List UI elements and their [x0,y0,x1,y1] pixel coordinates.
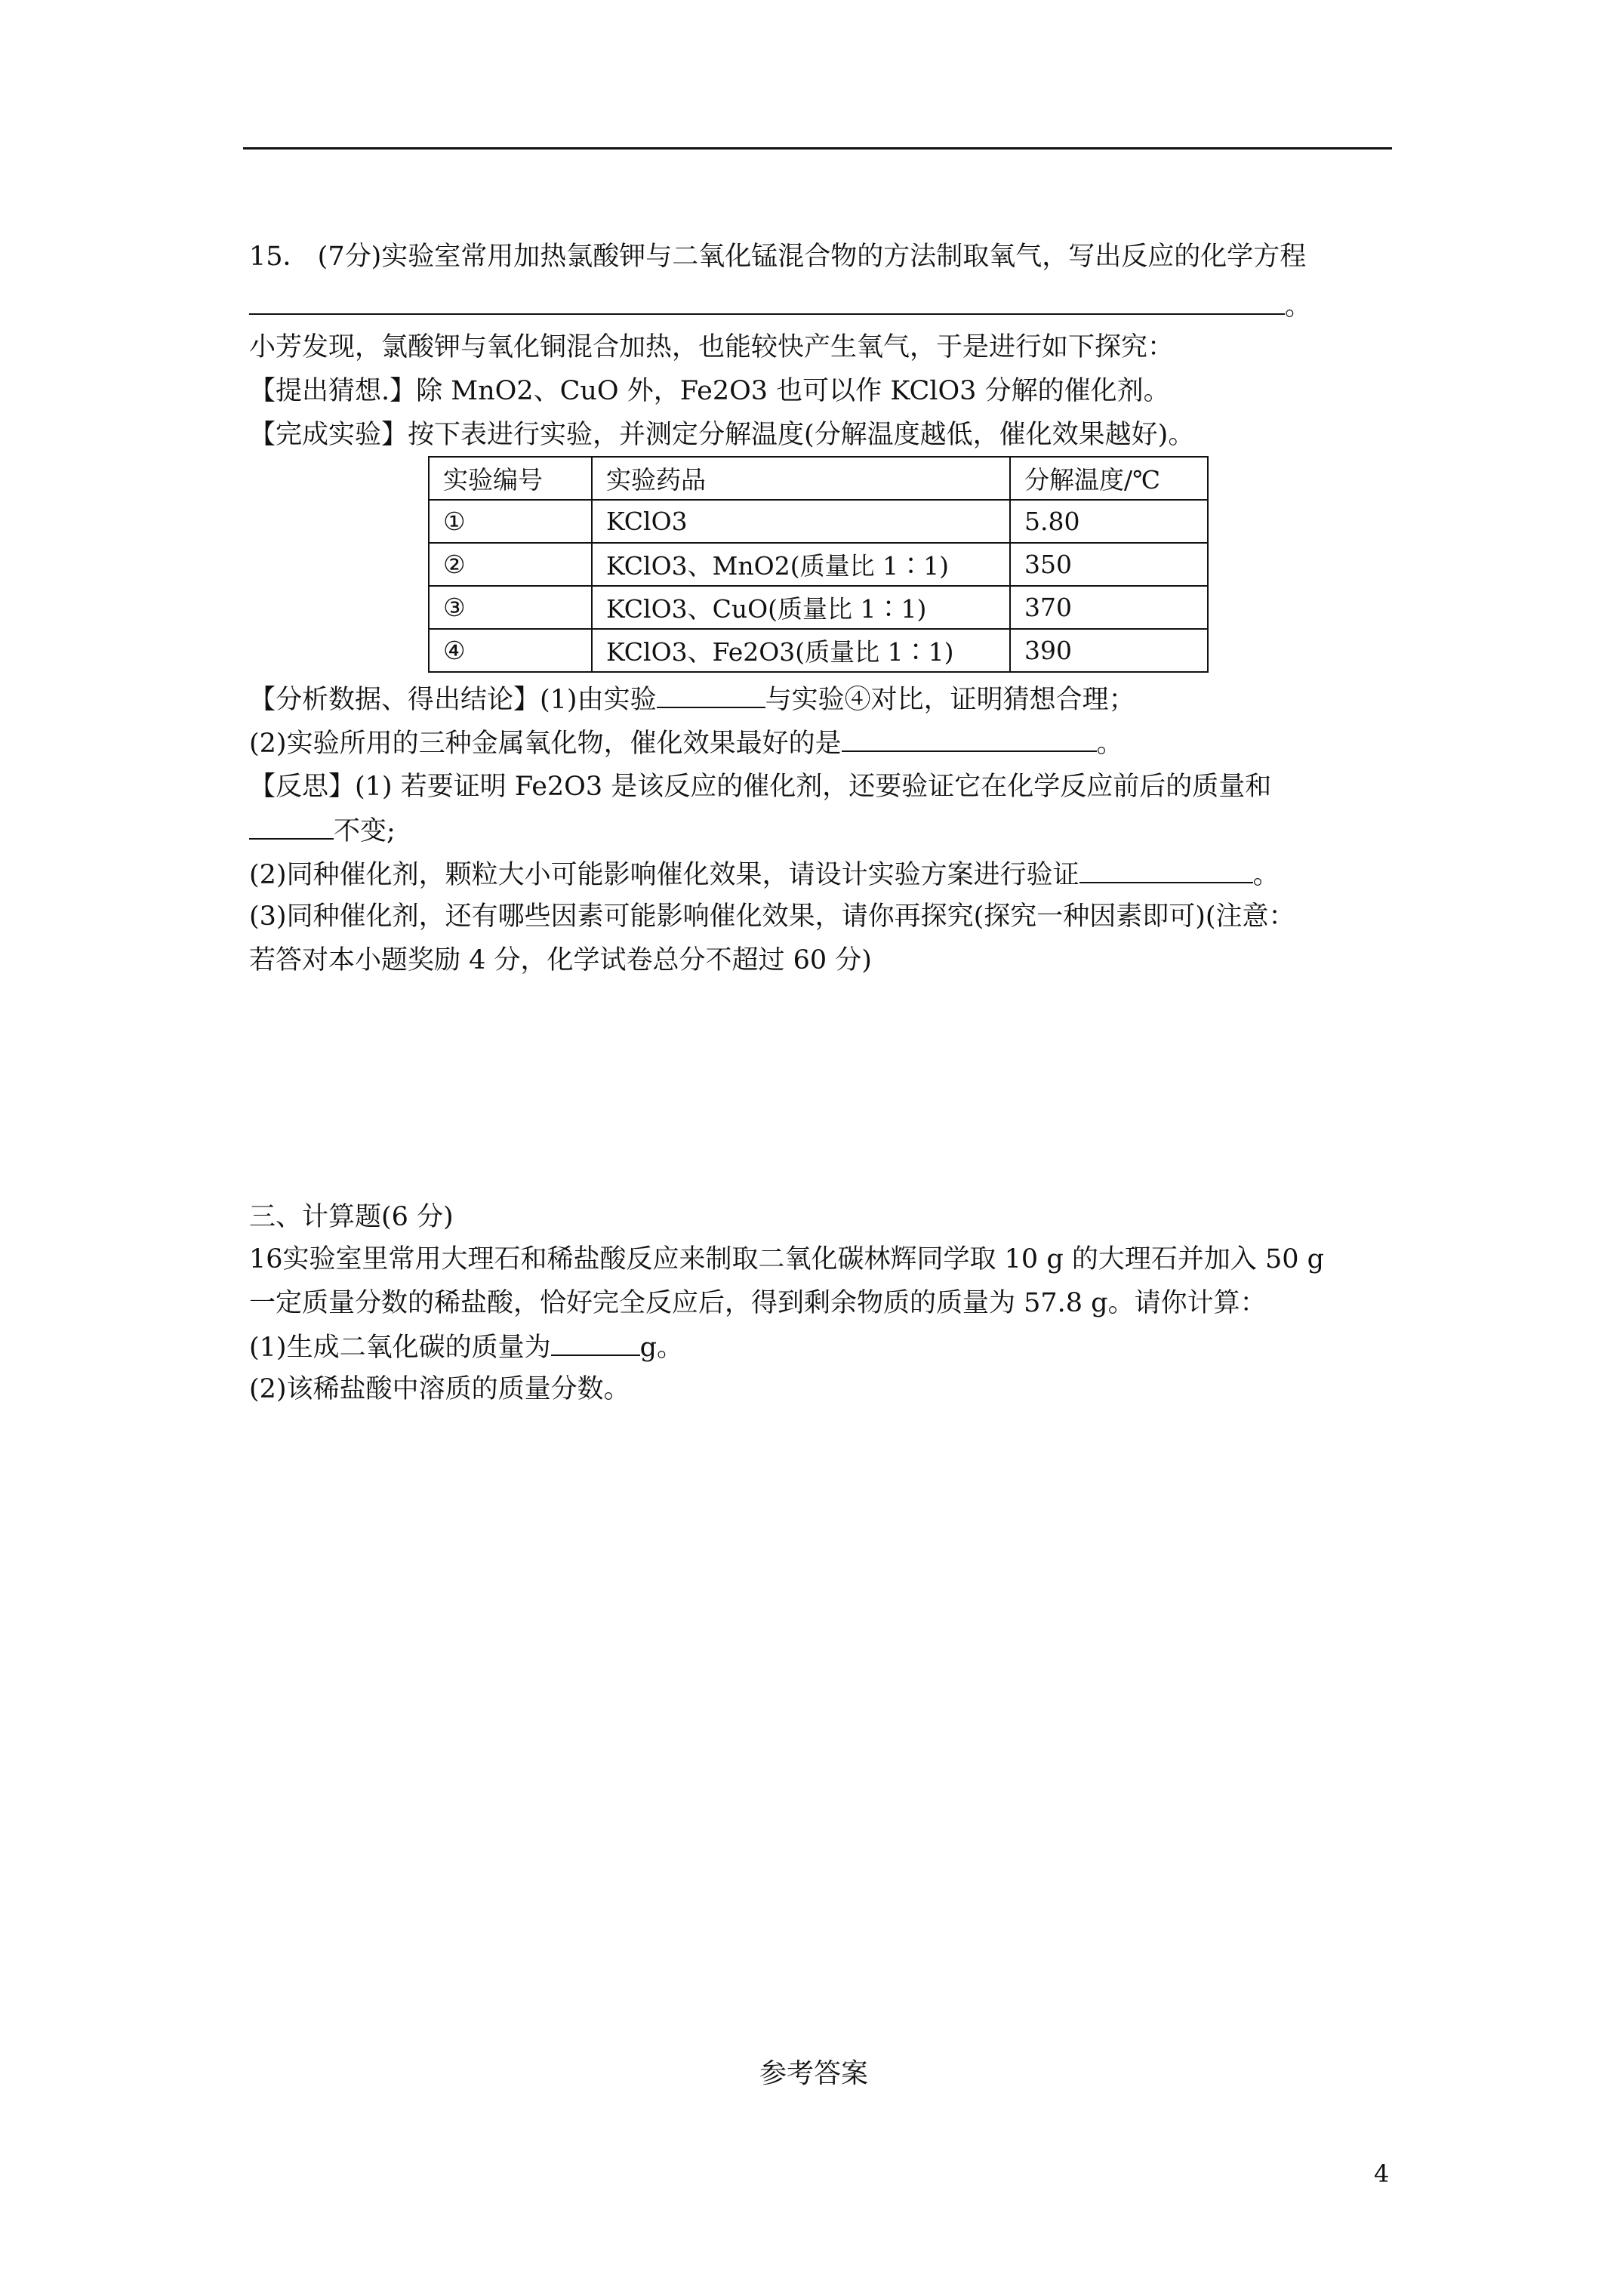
table-cell: 5.80 [1010,500,1208,543]
q15-reflect-2 [249,859,1280,890]
q15-line1: 15． (7分)实验室常用加热氯酸钾与二氧化锰混合物的方法制取氧气，写出反应的化学方程 [249,242,1307,272]
q16-line1: 16实验室里常用大理石和稀盐酸反应来制取二氧化碳林辉同学取 10 g 的大理石并加入 50 g [249,1244,1325,1274]
reflect2-end: 。 [1252,860,1280,890]
table-cell: 350 [1010,543,1208,586]
table-cell: KClO3、Fe2O3(质量比 1∶1) [592,629,1010,672]
analysis2-text: (2)实验所用的三种金属氧化物，催化效果最好的是 [249,729,842,759]
q15-reflect-3: (3)同种催化剂，还有哪些因素可能影响催化效果，请你再探究(探究一种因素即可)(注意： [249,901,1295,932]
q15-analysis-2 [249,728,1123,759]
analysis-blank-2[interactable] [842,728,1097,752]
q15-analysis-1 [249,684,1135,715]
analysis-blank-1[interactable] [657,684,765,708]
reflect-blank-1[interactable] [249,815,334,840]
q15-reflect-3-cont: 若答对本小题奖励 4 分，化学试卷总分不超过 60 分) [249,945,872,975]
reflect2-text: (2)同种催化剂，颗粒大小可能影响催化效果，请设计实验方案进行验证 [249,860,1079,890]
q16-sub1-text: (1)生成二氧化碳的质量为 [249,1333,551,1363]
table-cell: 390 [1010,629,1208,672]
q15-experiment: 【完成实验】按下表进行实验，并测定分解温度(分解温度越低，催化效果越好)。 [249,420,1195,450]
page-number: 4 [1374,2159,1390,2188]
table-cell: ① [429,500,592,543]
table-header: 实验编号 [429,457,592,500]
analysis2-end: 。 [1096,729,1123,759]
table-cell: KClO3、MnO2(质量比 1∶1) [592,543,1010,586]
q15-reflect-1-cont [249,815,396,846]
experiment-table [428,456,1209,673]
table-cell: KClO3、CuO(质量比 1∶1) [592,586,1010,629]
q16-line2: 一定质量分数的稀盐酸，恰好完全反应后，得到剩余物质的质量为 57.8 g。请你计算： [249,1288,1267,1318]
table-header: 实验药品 [592,457,1010,500]
table-cell: ③ [429,586,592,629]
analysis-text: 【分析数据、得出结论】(1)由实验 [249,685,657,715]
section3-title: 三、计算题(6 分) [249,1202,454,1232]
header-rule [243,147,1392,149]
q16-sub1 [249,1332,683,1363]
reflect-blank-2[interactable] [1079,859,1253,883]
reflect1-tail: 不变; [334,816,396,846]
q15-answer-line [249,291,1311,322]
table-header: 分解温度/℃ [1010,457,1208,500]
table-row [429,629,1208,672]
table-cell: 370 [1010,586,1208,629]
q15-line3: 小芳发现，氯酸钾与氧化铜混合加热，也能较快产生氧气，于是进行如下探究： [249,332,1175,362]
table-row [429,543,1208,586]
equation-blank[interactable] [249,291,1285,315]
q16-sub1-unit: g。 [639,1333,683,1363]
q15-reflect-1: 【反思】(1) 若要证明 Fe2O3 是该反应的催化剂，还要验证它在化学反应前后的质量和 [249,772,1272,802]
q16-sub2: (2)该稀盐酸中溶质的质量分数。 [249,1374,630,1404]
q15-line2-end: 。 [1285,291,1312,322]
co2-mass-blank[interactable] [551,1332,640,1356]
table-cell: ② [429,543,592,586]
table-cell: KClO3 [592,500,1010,543]
answer-section-title: 参考答案 [759,2058,869,2089]
q15-hypothesis: 【提出猜想.】除 MnO2、CuO 外，Fe2O3 也可以作 KClO3 分解的催化剂。 [249,376,1170,406]
table-cell: ④ [429,629,592,672]
analysis-text-tail: 与实验④对比，证明猜想合理； [765,685,1135,715]
table-header-row [429,457,1208,500]
table-row [429,586,1208,629]
table-row [429,500,1208,543]
